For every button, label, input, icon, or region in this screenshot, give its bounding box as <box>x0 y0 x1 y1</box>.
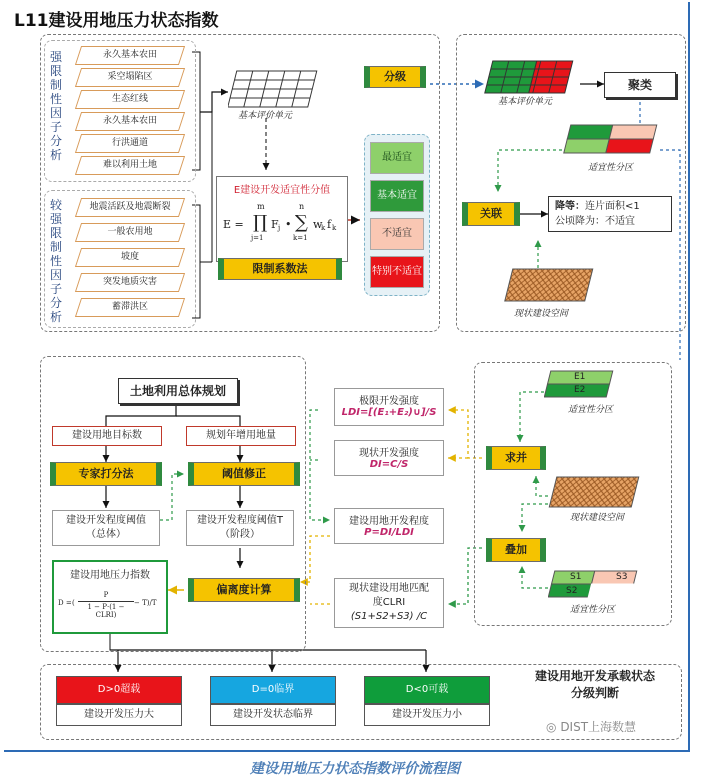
intersect-button[interactable]: 求并 <box>486 446 546 470</box>
current-space-icon <box>504 268 596 302</box>
state-label: D<0可载 <box>364 676 490 704</box>
threshold-total-l2: （总体） <box>86 529 126 540</box>
weak-factor-item <box>75 198 185 217</box>
limit-formula: LDI=[(E₁+E₂)∪]/S <box>341 407 437 418</box>
strong-factor-heading: 强限制性因子分析 <box>49 50 62 162</box>
weak-factor-label: 突发地质灾害 <box>102 277 157 287</box>
expert-method-button[interactable]: 专家打分法 <box>50 462 162 486</box>
page-title: L11建设用地压力状态指数 <box>14 11 219 31</box>
strong-factor-item <box>75 46 185 65</box>
sum-top: n <box>299 202 305 211</box>
figure-caption: 建设用地压力状态指数评价流程图 <box>250 761 460 777</box>
term3-sub: k <box>332 224 337 232</box>
level-box: 不适宜 <box>370 218 424 250</box>
threshold-stage-box <box>186 510 294 546</box>
current-intensity-box <box>334 440 444 476</box>
degree-formula: P=DI/LDI <box>364 527 414 538</box>
e-score-title: E建设开发适宜性分值 <box>233 185 331 196</box>
pressure-index-title: 建设用地压力指数 <box>70 570 150 581</box>
limit-title: 极限开发强度 <box>359 396 419 407</box>
s2-label: S2 <box>566 586 578 596</box>
index-den: 1 − P·(1 − CLRI) <box>87 603 125 619</box>
weak-factor-item <box>75 298 185 317</box>
target-box: 建设用地目标数 <box>52 426 162 446</box>
state-label: D=0临界 <box>210 676 336 704</box>
sum-bottom: k=1 <box>293 234 308 242</box>
threshold-fix-button[interactable]: 阈值修正 <box>188 462 300 486</box>
term2: w <box>313 218 323 231</box>
prod-top: m <box>257 202 265 211</box>
dot: • <box>285 218 292 231</box>
pressure-index-formula <box>54 581 166 625</box>
strong-factor-label: 行洪通道 <box>111 138 148 148</box>
match-title-l1: 现状建设用地匹配 <box>349 583 429 594</box>
e1-label: E1 <box>574 372 586 382</box>
prod-bottom: j=1 <box>251 234 264 242</box>
weak-factor-item <box>75 223 185 242</box>
level-box: 最适宜 <box>370 142 424 174</box>
threshold-stage-l2: （阶段） <box>220 529 260 540</box>
current-formula: DI=C/S <box>369 459 409 470</box>
index-lhs: D = <box>58 599 72 607</box>
right-zone-label2: 适宜性分区 <box>570 605 616 615</box>
watermark-text: DIST上海数慧 <box>560 720 637 734</box>
watermark <box>546 718 636 735</box>
strong-factor-item <box>75 90 185 109</box>
zone-color-icon <box>562 124 662 156</box>
downgrade-line2: 公顷降为：不适宜 <box>555 216 635 227</box>
pressure-index-box <box>52 560 168 634</box>
level-box: 特别不适宜 <box>370 256 424 288</box>
deviation-button[interactable]: 偏离度计算 <box>188 578 300 602</box>
weak-factor-heading: 较强限制性因子分析 <box>49 198 62 324</box>
cluster-box: 聚类 <box>604 72 676 98</box>
term2-sub: k <box>321 224 326 232</box>
term1-sub: j <box>278 224 281 232</box>
downgrade-line1: 连片面积<1 <box>585 201 640 212</box>
eval-unit-label: 基本评价单元 <box>238 111 293 121</box>
weak-factor-label: 坡度 <box>120 252 139 262</box>
weak-factor-item <box>75 248 185 267</box>
current-space-label: 现状建设空间 <box>514 309 569 319</box>
threshold-total-box <box>52 510 160 546</box>
match-degree-box <box>334 578 444 628</box>
threshold-stage-l1: 建设开发程度阈值T <box>196 515 284 526</box>
strong-factor-item <box>75 68 185 87</box>
top-right-grid-icon <box>484 60 584 94</box>
right-current-space-icon <box>548 476 644 508</box>
formula-lhs: E = <box>223 218 244 231</box>
strong-factor-item <box>75 134 185 153</box>
classify-button[interactable]: 分级 <box>364 66 426 88</box>
downgrade-note <box>548 196 672 232</box>
limit-intensity-box <box>334 388 444 426</box>
strong-factor-label: 生态红线 <box>111 94 148 104</box>
dev-degree-box <box>334 508 444 544</box>
strong-factor-item <box>75 112 185 131</box>
strong-factor-label: 永久基本农田 <box>102 116 157 126</box>
bottom-heading <box>510 668 680 702</box>
state-desc: 建设开发状态临界 <box>210 704 336 726</box>
associate-button[interactable]: 关联 <box>462 202 520 226</box>
threshold-total-l1: 建设开发程度阈值 <box>66 515 146 526</box>
s3-label: S3 <box>616 572 628 582</box>
index-num: P <box>103 591 109 599</box>
overlay-button[interactable]: 叠加 <box>486 538 546 562</box>
state-desc: 建设开发压力小 <box>364 704 490 726</box>
e-score-formula <box>217 196 347 256</box>
product-symbol: ∏ <box>253 212 268 233</box>
term3: f <box>327 218 332 231</box>
index-tail: − T)/T <box>134 599 157 607</box>
strong-factor-label: 采空塌陷区 <box>107 72 153 82</box>
strong-factor-item <box>75 156 185 175</box>
right-zone-label: 适宜性分区 <box>568 405 614 415</box>
strong-factor-label: 难以利用土地 <box>102 160 157 170</box>
index-open: ( <box>72 599 75 607</box>
match-title-l2: 度CLRI <box>372 597 406 608</box>
weak-factor-item <box>75 273 185 292</box>
state-desc: 建设开发压力大 <box>56 704 182 726</box>
weak-factor-label: 地震活跃及地震断裂 <box>89 202 171 212</box>
limit-method-button[interactable]: 限制系数法 <box>218 258 342 280</box>
e-score-box <box>216 176 348 262</box>
sum-symbol: ∑ <box>295 212 308 233</box>
e2-label: E2 <box>574 385 586 395</box>
s1-label: S1 <box>570 572 582 582</box>
match-formula: (S1+S2+S3) /C <box>350 611 428 622</box>
degree-title: 建设用地开发程度 <box>349 516 429 527</box>
downgrade-title: 降等： <box>555 201 585 212</box>
top-right-zone-label: 适宜性分区 <box>588 163 634 173</box>
state-label: D>0超载 <box>56 676 182 704</box>
strong-factor-label: 永久基本农田 <box>102 50 157 60</box>
right-current-space-label: 现状建设空间 <box>570 513 625 523</box>
weak-factor-label: 蓄滞洪区 <box>111 302 148 312</box>
term1: F <box>271 218 279 231</box>
bottom-heading-l2: 分级判断 <box>570 686 619 700</box>
wechat-icon: ◎ <box>546 720 557 734</box>
plan-title-box: 土地利用总体规划 <box>118 378 238 404</box>
weak-factor-label: 一般农用地 <box>107 227 153 237</box>
bottom-heading-l1: 建设用地开发承载状态 <box>534 669 655 683</box>
eval-unit-grid-icon <box>228 70 320 108</box>
new-land-box: 规划年增用地量 <box>186 426 296 446</box>
level-box: 基本适宜 <box>370 180 424 212</box>
current-title: 现状开发强度 <box>359 448 419 459</box>
top-right-unit-label: 基本评价单元 <box>498 97 553 107</box>
